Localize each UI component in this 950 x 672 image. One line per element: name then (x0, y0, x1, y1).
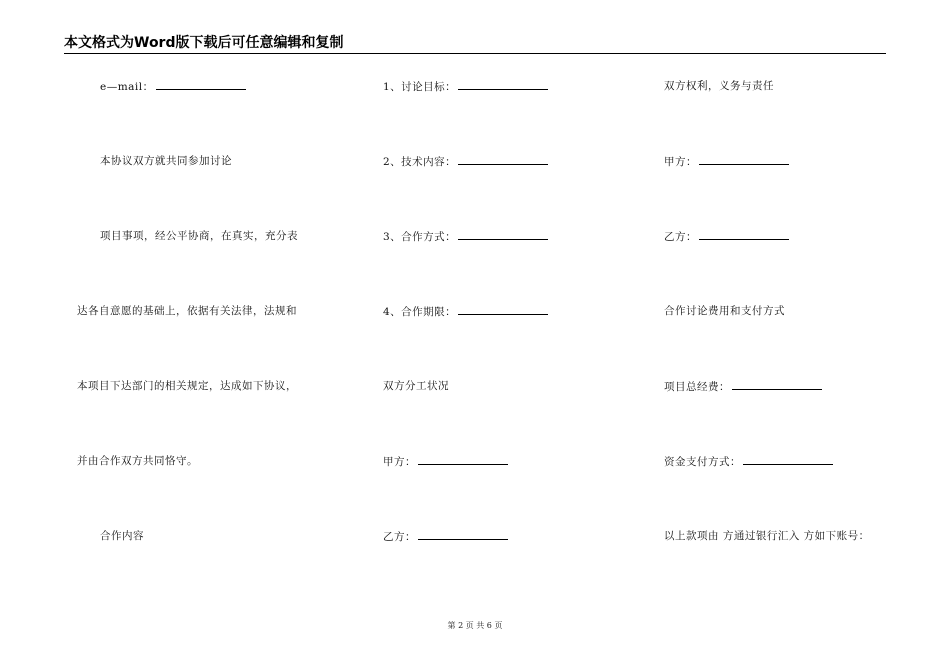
paragraph-text: 以上款项由 方通过银行汇入 方如下账号： (664, 530, 870, 542)
form-line (383, 229, 548, 244)
blank-field[interactable] (699, 154, 789, 165)
paragraph-text: 本项目下达部门的相关规定，达成如下协议， (77, 380, 297, 392)
header-divider (64, 53, 886, 54)
form-label: 项目总经费： (664, 381, 730, 393)
blank-field[interactable] (458, 79, 548, 90)
paragraph-line (664, 529, 870, 543)
blank-field[interactable] (458, 154, 548, 165)
form-label: 3、合作方式： (383, 231, 457, 243)
form-line (664, 229, 789, 244)
blank-field[interactable] (418, 529, 508, 540)
page-header-title: 本文格式为Word版下载后可任意编辑和复制 (64, 35, 344, 51)
form-line (383, 154, 548, 169)
section-heading (664, 79, 774, 93)
section-heading (664, 304, 785, 318)
paragraph-line (77, 304, 297, 318)
page-number: 第 2 页 共 6 页 (447, 621, 503, 630)
form-label: 资金支付方式： (664, 456, 741, 468)
form-label: 4、合作期限： (383, 306, 457, 318)
paragraph-line (100, 154, 232, 168)
email-label: e—mail： (100, 81, 154, 93)
paragraph-line (77, 379, 297, 393)
section-heading (383, 379, 449, 393)
paragraph-line (100, 229, 298, 243)
section-heading-text: 双方权利，义务与责任 (664, 80, 774, 92)
blank-field[interactable] (458, 229, 548, 240)
form-label: 2、技术内容： (383, 156, 457, 168)
blank-field[interactable] (732, 379, 822, 390)
form-line (383, 304, 548, 319)
blank-field[interactable] (458, 304, 548, 315)
form-label: 甲方： (383, 456, 416, 468)
section-heading-text: 双方分工状况 (383, 380, 449, 392)
blank-field[interactable] (418, 454, 508, 465)
section-heading (100, 529, 144, 543)
form-line (664, 154, 789, 169)
form-label: 甲方： (664, 156, 697, 168)
paragraph-text: 本协议双方就共同参加讨论 (100, 155, 232, 167)
section-heading-text: 合作内容 (100, 530, 144, 542)
form-line (383, 529, 508, 544)
form-label: 1、讨论目标： (383, 81, 457, 93)
email-blank-field[interactable] (156, 79, 246, 90)
form-label: 乙方： (383, 531, 416, 543)
blank-field[interactable] (743, 454, 833, 465)
paragraph-line (77, 454, 198, 468)
blank-field[interactable] (699, 229, 789, 240)
form-line (664, 379, 822, 394)
form-label: 乙方： (664, 231, 697, 243)
email-line (100, 79, 246, 94)
form-line (664, 454, 833, 469)
paragraph-text: 项目事项，经公平协商，在真实，充分表 (100, 230, 298, 242)
section-heading-text: 合作讨论费用和支付方式 (664, 305, 785, 317)
form-line (383, 454, 508, 469)
paragraph-text: 达各自意愿的基础上，依据有关法律，法规和 (77, 305, 297, 317)
form-line (383, 79, 548, 94)
paragraph-text: 并由合作双方共同恪守。 (77, 455, 198, 467)
